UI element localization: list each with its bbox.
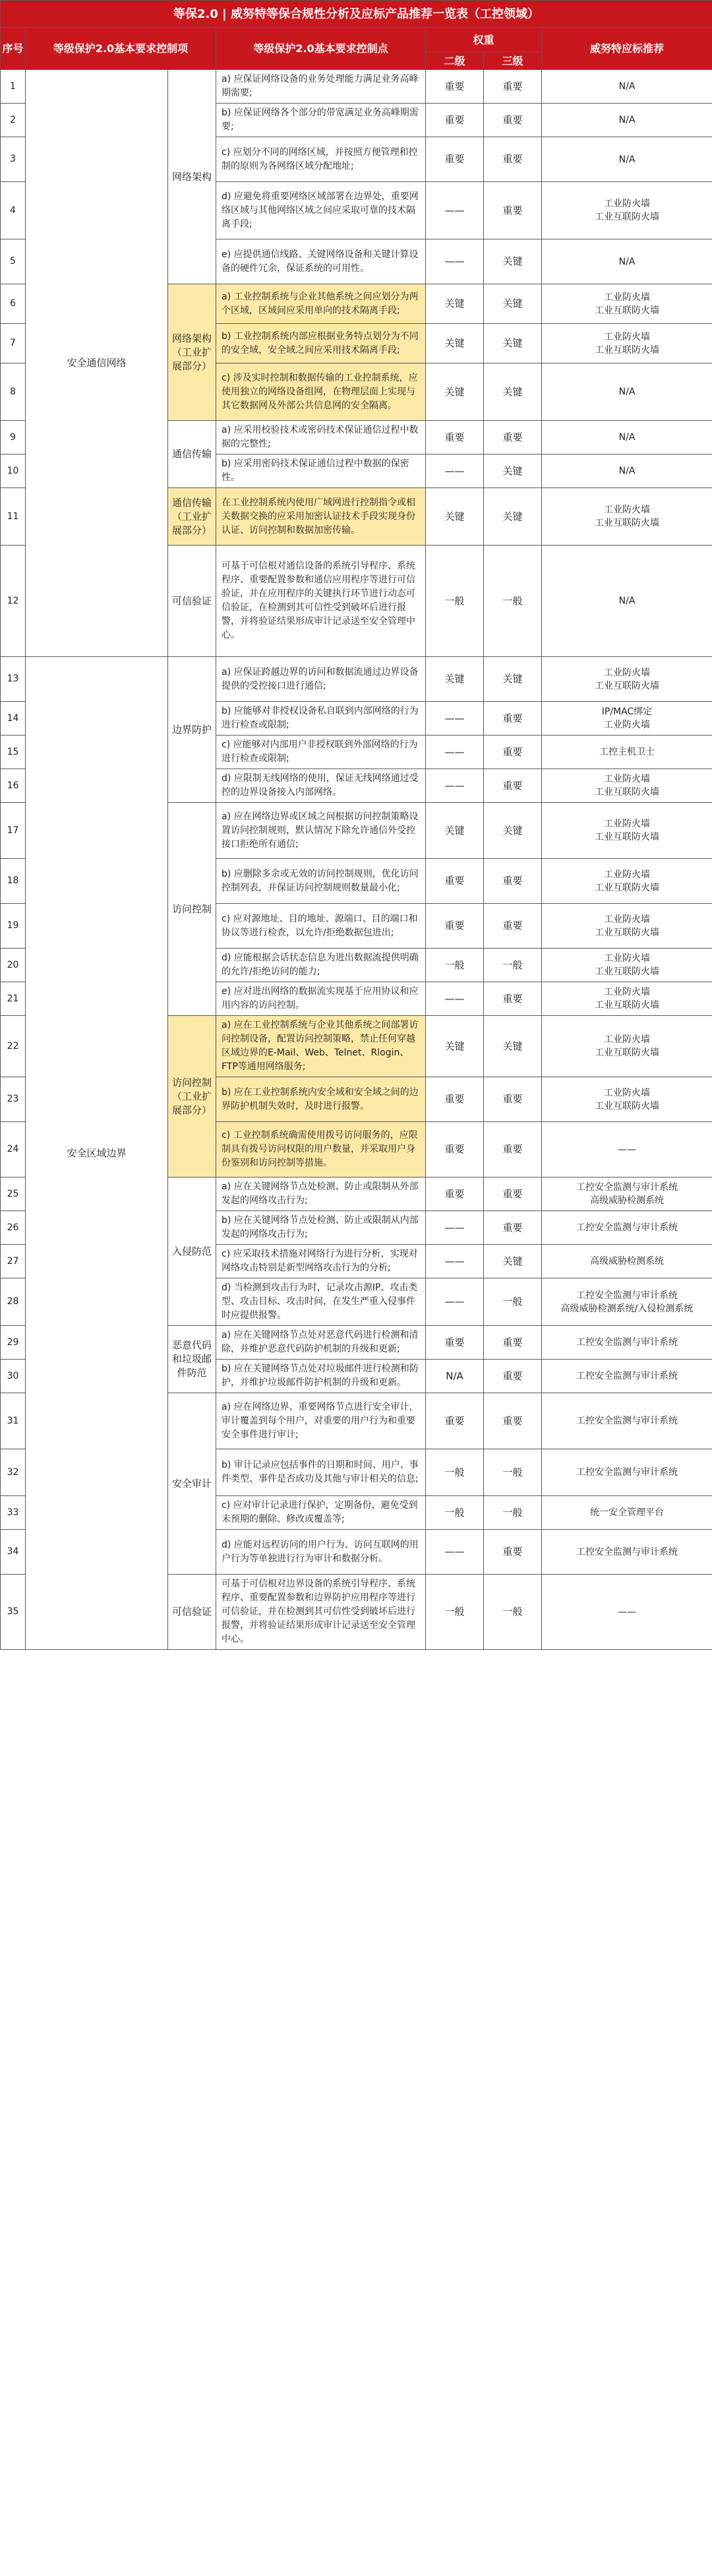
recommended-products: [542, 1360, 712, 1393]
product-name: 工业互联防火墙: [595, 882, 660, 893]
level2-weight: ——: [426, 1278, 484, 1326]
control-point: b) 应采用密码技术保证通信过程中数据的保密性。: [216, 455, 426, 488]
control-point: c) 工业控制系统确需使用拨号访问服务的，应限制具有拨号访问权限的用户数量，并采取用户身份鉴别和访问控制等措施。: [216, 1122, 426, 1178]
level2-weight: ——: [426, 182, 484, 239]
recommended-products: [542, 182, 712, 239]
row-number: 35: [1, 1575, 26, 1650]
row-number: 34: [1, 1530, 26, 1575]
level2-weight: 关键: [426, 324, 484, 363]
product-name: 工业防火墙: [604, 914, 651, 925]
product-name: 高级威胁检测系统: [590, 1195, 665, 1206]
subcategory-label: 通信传输: [171, 448, 212, 460]
recommended-products: [542, 1496, 712, 1530]
level2-weight: 关键: [426, 488, 484, 546]
control-point: e) 应提供通信线路、关键网络设备和关键计算设备的硬件冗余，保证系统的可用性。: [216, 239, 426, 284]
level2-weight: ——: [426, 455, 484, 488]
level3-weight: 关键: [484, 1016, 542, 1077]
control-point: b) 应保证网络各个部分的带宽满足业务高峰期需要;: [216, 104, 426, 137]
level2-weight: 一般: [426, 1449, 484, 1496]
level3-weight: 重要: [484, 1393, 542, 1449]
product-name: 高级威胁检测系统/入侵检测系统: [560, 1303, 694, 1314]
control-point: b) 应删除多余或无效的访问控制规则，优化访问控制列表，并保证访问控制规则数量最小化;: [216, 859, 426, 904]
product-name: 工控安全监测与审计系统: [576, 1290, 678, 1301]
subcategory-cell: [168, 421, 216, 488]
level3-weight: 重要: [484, 769, 542, 803]
control-point: 在工业控制系统内使用广域网进行控制指令或相关数据交换的应采用加密认证技术手段实现身份认证、访问控制和数据加密传输。: [216, 488, 426, 546]
subcategory-label: 网络架构: [171, 332, 212, 344]
header-category: 等级保护2.0基本要求控制项: [26, 28, 216, 70]
level2-weight: 重要: [426, 137, 484, 182]
product-name: 工业防火墙: [604, 720, 651, 730]
product-name: 工业防火墙: [604, 869, 651, 880]
level3-weight: 重要: [484, 982, 542, 1016]
row-number: 1: [1, 70, 26, 104]
level2-weight: 关键: [426, 284, 484, 324]
control-point: a) 应在工业控制系统与企业其他系统之间部署访问控制设备，配置访问控制策略，禁止任何穿越区域边界的E-Mail、Web、Telnet、Rlogin、FTP等通用网络服务;: [216, 1016, 426, 1077]
level2-weight: ——: [426, 982, 484, 1016]
level3-weight: 关键: [484, 488, 542, 546]
subcategory-label: 恶意代码和垃圾邮件防范: [171, 1339, 212, 1379]
subcategory-label: 通信传输: [171, 496, 212, 509]
row-number: 25: [1, 1178, 26, 1211]
product-name: 工业互联防火墙: [595, 1000, 660, 1011]
level2-weight: ——: [426, 702, 484, 736]
recommended-products: [542, 137, 712, 182]
row-number: 5: [1, 239, 26, 284]
row-number: 22: [1, 1016, 26, 1077]
row-number: 2: [1, 104, 26, 137]
row-number: 11: [1, 488, 26, 546]
level2-weight: 一般: [426, 546, 484, 657]
product-name: 工业防火墙: [604, 1034, 651, 1045]
table-row: [1, 70, 712, 104]
row-number: 33: [1, 1496, 26, 1530]
product-name: 工控安全监测与审计系统: [576, 1222, 678, 1233]
row-number: 16: [1, 769, 26, 803]
level3-weight: 一般: [484, 546, 542, 657]
level2-weight: ——: [426, 239, 484, 284]
control-point: b) 审计记录应包括事件的日期和时间、用户、事件类型、事件是否成功及其他与审计相关的信息;: [216, 1449, 426, 1496]
product-name: 工业互联防火墙: [595, 344, 660, 356]
control-point: d) 应限制无线网络的使用，保证无线网络通过受控的边界设备接入内部网络。: [216, 769, 426, 803]
recommended-products: [542, 1178, 712, 1211]
recommended-products: [542, 803, 712, 859]
level3-weight: 关键: [484, 803, 542, 859]
product-name: N/A: [618, 115, 636, 125]
subcategory-label: 可信验证: [171, 594, 212, 607]
control-point: 可基于可信根对通信设备的系统引导程序、系统程序、重要配置参数和通信应用程序等进行可信验证，并在应用程序的关键执行环节进行动态可信验证，在检测到其可信性受到破坏后进行报警，并将验证结果形成审计记录送至安全管理中心。: [216, 546, 426, 657]
level3-weight: 一般: [484, 1449, 542, 1496]
recommended-products: [542, 1211, 712, 1245]
recommended-products: [542, 982, 712, 1016]
control-point: a) 工业控制系统与企业其他系统之间应划分为两个区域，区域间应采用单向的技术隔离手段;: [216, 284, 426, 324]
level3-weight: 重要: [484, 1122, 542, 1178]
row-number: 19: [1, 904, 26, 949]
product-name: 工控安全监测与审计系统: [576, 1467, 678, 1478]
level2-weight: 关键: [426, 657, 484, 702]
control-point: b) 应在工业控制系统内安全域和安全域之间的边界防护机制失效时，及时进行报警。: [216, 1077, 426, 1122]
row-number: 31: [1, 1393, 26, 1449]
level2-weight: ——: [426, 1530, 484, 1575]
control-point: a) 应在网络边界、重要网络节点进行安全审计，审计覆盖到每个用户，对重要的用户行为和重要安全事件进行审计;: [216, 1393, 426, 1449]
product-name: 工业防火墙: [604, 953, 651, 964]
product-name: N/A: [618, 432, 636, 443]
recommended-products: [542, 1449, 712, 1496]
category-cell: 安全通信网络: [26, 70, 168, 657]
product-name: 工业防火墙: [604, 819, 651, 829]
level2-weight: 重要: [426, 904, 484, 949]
product-name: 工业防火墙: [604, 1087, 651, 1098]
product-name: 工控安全监测与审计系统: [576, 1337, 678, 1348]
row-number: 26: [1, 1211, 26, 1245]
product-name: 工业防火墙: [604, 505, 651, 515]
row-number: 17: [1, 803, 26, 859]
product-name: 工业互联防火墙: [595, 212, 660, 222]
product-name: 工业互联防火墙: [595, 1048, 660, 1058]
level2-weight: 一般: [426, 949, 484, 982]
product-name: 工业互联防火墙: [595, 832, 660, 842]
control-point: a) 应保证跨越边界的访问和数据流通过边界设备提供的受控接口进行通信;: [216, 657, 426, 702]
control-point: c) 涉及实时控制和数据传输的工业控制系统，应使用独立的网络设备组网，在物理层面上实现与其它数据网及外部公共信息网的安全隔离。: [216, 363, 426, 421]
level3-weight: 关键: [484, 455, 542, 488]
product-name: 统一安全管理平台: [590, 1507, 665, 1518]
row-number: 29: [1, 1326, 26, 1360]
level2-weight: 重要: [426, 104, 484, 137]
product-name: IP/MAC绑定: [601, 707, 653, 717]
row-number: 27: [1, 1245, 26, 1278]
control-point: b) 应在关键网络节点处对垃圾邮件进行检测和防护，并维护垃圾邮件防护机制的升级和更新。: [216, 1360, 426, 1393]
control-point: d) 应能根据会话状态信息为进出数据流提供明确的允许/拒绝访问的能力;: [216, 949, 426, 982]
level3-weight: 重要: [484, 1077, 542, 1122]
recommended-products: [542, 702, 712, 736]
subcategory-cell: [168, 284, 216, 421]
level3-weight: 关键: [484, 239, 542, 284]
subcategory-cell: [168, 546, 216, 657]
level3-weight: 关键: [484, 284, 542, 324]
row-number: 30: [1, 1360, 26, 1393]
subcategory-cell: [168, 1016, 216, 1178]
row-number: 32: [1, 1449, 26, 1496]
product-name: N/A: [618, 387, 636, 397]
recommended-products: [542, 1530, 712, 1575]
subcategory-cell: [168, 1178, 216, 1326]
row-number: 13: [1, 657, 26, 702]
recommended-products: [542, 949, 712, 982]
row-number: 6: [1, 284, 26, 324]
row-number: 20: [1, 949, 26, 982]
row-number: 24: [1, 1122, 26, 1178]
header-level2: 二级: [426, 52, 484, 70]
level3-weight: 一般: [484, 1278, 542, 1326]
control-point: a) 应在关键网络节点处对恶意代码进行检测和清除，并维护恶意代码防护机制的升级和更新;: [216, 1326, 426, 1360]
control-point: d) 应能对远程访问的用户行为、访问互联网的用户行为等单独进行行为审计和数据分析。: [216, 1530, 426, 1575]
recommended-products: [542, 70, 712, 104]
recommended-products: [542, 859, 712, 904]
recommended-products: [542, 1278, 712, 1326]
level3-weight: 重要: [484, 1211, 542, 1245]
control-point: b) 工业控制系统内部应根据业务特点划分为不同的安全域，安全域之间应采用技术隔离手段;: [216, 324, 426, 363]
row-number: 14: [1, 702, 26, 736]
level3-weight: 一般: [484, 1575, 542, 1650]
product-name: N/A: [618, 466, 636, 476]
subcategory-label: （工业扩展部分）: [171, 1090, 212, 1116]
product-name: 工控安全监测与审计系统: [576, 1546, 678, 1557]
product-name: 工控安全监测与审计系统: [576, 1416, 678, 1426]
subcategory-cell: [168, 1575, 216, 1650]
control-point: a) 应采用校验技术或密码技术保证通信过程中数据的完整性;: [216, 421, 426, 455]
product-name: 工业防火墙: [604, 199, 651, 209]
subcategory-label: 网络架构: [171, 170, 212, 183]
subcategory-label: 访问控制: [171, 902, 212, 915]
product-name: N/A: [618, 81, 636, 92]
level3-weight: 重要: [484, 1326, 542, 1360]
header-num: 序号: [1, 28, 26, 70]
subcategory-cell: [168, 657, 216, 803]
level2-weight: 重要: [426, 70, 484, 104]
level3-weight: 关键: [484, 657, 542, 702]
control-point: b) 应在关键网络节点处检测、防止或限制从内部发起的网络攻击行为;: [216, 1211, 426, 1245]
control-point: 可基于可信根对边界设备的系统引导程序、系统程序、重要配置参数和边界防护应用程序等进行可信验证，并在检测到其可信性受到破坏后进行报警，并将验证结果形成审计记录送至安全管理中心。: [216, 1575, 426, 1650]
table-title: 等保2.0 | 威努特等保合规性分析及应标产品推荐一览表（工控领域）: [1, 1, 712, 28]
control-point: c) 应划分不同的网络区域，并按照方便管理和控制的原则为各网络区域分配地址;: [216, 137, 426, 182]
recommended-products: [542, 455, 712, 488]
level2-weight: ——: [426, 1211, 484, 1245]
level3-weight: 重要: [484, 104, 542, 137]
recommended-products: [542, 1245, 712, 1278]
recommended-products: [542, 104, 712, 137]
level3-weight: 关键: [484, 1245, 542, 1278]
subcategory-label: 访问控制: [171, 1076, 212, 1088]
product-name: 工业互联防火墙: [595, 1100, 660, 1112]
subcategory-label: 边界防护: [171, 723, 212, 736]
product-name: 工业防火墙: [604, 292, 651, 303]
level3-weight: 重要: [484, 859, 542, 904]
product-name: 工业防火墙: [604, 667, 651, 678]
subcategory-cell: [168, 1393, 216, 1575]
recommended-products: [542, 1077, 712, 1122]
control-point: e) 应对进出网络的数据流实现基于应用协议和应用内容的访问控制。: [216, 982, 426, 1016]
control-point: a) 应在关键网络节点处检测、防止或限制从外部发起的网络攻击行为;: [216, 1178, 426, 1211]
level2-weight: 一般: [426, 1575, 484, 1650]
level2-weight: 一般: [426, 1496, 484, 1530]
recommended-products: [542, 1122, 712, 1178]
control-point: a) 应在网络边界或区域之间根据访问控制策略设置访问控制规则，默认情况下除允许通信外受控接口拒绝所有通信;: [216, 803, 426, 859]
subcategory-label: 可信验证: [171, 1606, 212, 1618]
product-name: 工控安全监测与审计系统: [576, 1182, 678, 1193]
product-name: 工业互联防火墙: [595, 518, 660, 528]
control-point: d) 当检测到攻击行为时，记录攻击源IP、攻击类型、攻击目标、攻击时间，在发生严重入侵事件时应提供报警。: [216, 1278, 426, 1326]
level3-weight: 重要: [484, 182, 542, 239]
level3-weight: 一般: [484, 1496, 542, 1530]
recommended-products: [542, 657, 712, 702]
product-name: 工业防火墙: [604, 774, 651, 784]
header-weight: 权重: [426, 28, 542, 52]
row-number: 12: [1, 546, 26, 657]
row-number: 7: [1, 324, 26, 363]
level3-weight: 关键: [484, 363, 542, 421]
product-name: 工业防火墙: [604, 331, 651, 342]
product-name: 工业互联防火墙: [595, 680, 660, 691]
recommended-products: [542, 421, 712, 455]
level3-weight: 重要: [484, 137, 542, 182]
subcategory-cell: [168, 70, 216, 284]
product-name: N/A: [618, 596, 636, 606]
level2-weight: 关键: [426, 363, 484, 421]
subcategory-cell: [168, 488, 216, 546]
subcategory-cell: [168, 1326, 216, 1393]
control-point: c) 应对源地址、目的地址、源端口、目的端口和协议等进行检查，以允许/拒绝数据包进出;: [216, 904, 426, 949]
level3-weight: 重要: [484, 70, 542, 104]
recommended-products: [542, 488, 712, 546]
product-name: ——: [618, 1144, 637, 1155]
recommended-products: [542, 769, 712, 803]
row-number: 3: [1, 137, 26, 182]
level3-weight: 重要: [484, 736, 542, 769]
level2-weight: ——: [426, 736, 484, 769]
recommended-products: [542, 239, 712, 284]
level3-weight: 重要: [484, 702, 542, 736]
control-point: a) 应保证网络设备的业务处理能力满足业务高峰期需要;: [216, 70, 426, 104]
row-number: 9: [1, 421, 26, 455]
level2-weight: 重要: [426, 1393, 484, 1449]
recommended-products: [542, 363, 712, 421]
level3-weight: 重要: [484, 1360, 542, 1393]
subcategory-label: 入侵防范: [171, 1245, 212, 1257]
level2-weight: 重要: [426, 859, 484, 904]
product-name: 工业互联防火墙: [595, 927, 660, 938]
level2-weight: 重要: [426, 1178, 484, 1211]
recommended-products: [542, 904, 712, 949]
level2-weight: 重要: [426, 1326, 484, 1360]
row-number: 21: [1, 982, 26, 1016]
product-name: 工业互联防火墙: [595, 966, 660, 977]
row-number: 28: [1, 1278, 26, 1326]
recommended-products: [542, 324, 712, 363]
level3-weight: 关键: [484, 324, 542, 363]
recommended-products: [542, 284, 712, 324]
product-name: 工控安全监测与审计系统: [576, 1371, 678, 1381]
level3-weight: 重要: [484, 1530, 542, 1575]
row-number: 15: [1, 736, 26, 769]
level3-weight: 重要: [484, 421, 542, 455]
row-number: 4: [1, 182, 26, 239]
row-number: 23: [1, 1077, 26, 1122]
recommended-products: [542, 1393, 712, 1449]
category-cell: 安全区域边界: [26, 657, 168, 1650]
level2-weight: 重要: [426, 1122, 484, 1178]
product-name: 工控主机卫士: [599, 747, 655, 757]
recommended-products: [542, 546, 712, 657]
level2-weight: 关键: [426, 1016, 484, 1077]
level3-weight: 重要: [484, 904, 542, 949]
control-point: d) 应避免将重要网络区域部署在边界处，重要网络区域与其他网络区域之间应采取可靠的技术隔离手段;: [216, 182, 426, 239]
level2-weight: 重要: [426, 1077, 484, 1122]
row-number: 10: [1, 455, 26, 488]
level2-weight: ——: [426, 1245, 484, 1278]
recommended-products: [542, 1326, 712, 1360]
recommended-products: [542, 1016, 712, 1077]
row-number: 18: [1, 859, 26, 904]
row-number: 8: [1, 363, 26, 421]
header-product: 威努特应标推荐: [542, 28, 712, 70]
product-name: 工业互联防火墙: [595, 787, 660, 798]
recommended-products: [542, 1575, 712, 1650]
level2-weight: N/A: [426, 1360, 484, 1393]
subcategory-label: 安全审计: [171, 1477, 212, 1490]
level3-weight: 一般: [484, 949, 542, 982]
control-point: c) 应能够对内部用户非授权联到外部网络的行为进行检查或限制;: [216, 736, 426, 769]
control-point: b) 应能够对非授权设备私自联到内部网络的行为进行检查或限制;: [216, 702, 426, 736]
level2-weight: 重要: [426, 421, 484, 455]
level2-weight: 关键: [426, 803, 484, 859]
subcategory-label: （工业扩展部分）: [171, 510, 212, 536]
product-name: ——: [618, 1606, 637, 1618]
subcategory-label: （工业扩展部分）: [171, 346, 212, 372]
product-name: N/A: [618, 154, 636, 165]
product-name: N/A: [618, 256, 636, 267]
header-control: 等级保护2.0基本要求控制点: [216, 28, 426, 70]
table-row: [1, 657, 712, 702]
level3-weight: 重要: [484, 1178, 542, 1211]
recommended-products: [542, 736, 712, 769]
subcategory-cell: [168, 803, 216, 1016]
product-name: 工业互联防火墙: [595, 305, 660, 316]
product-name: 工业防火墙: [604, 987, 651, 997]
product-name: 高级威胁检测系统: [590, 1256, 665, 1267]
control-point: c) 应对审计记录进行保护，定期备份，避免受到未预期的删除、修改或覆盖等;: [216, 1496, 426, 1530]
header-level3: 三级: [484, 52, 542, 70]
control-point: c) 应采取技术措施对网络行为进行分析，实现对网络攻击特别是新型网络攻击行为的分析;: [216, 1245, 426, 1278]
level2-weight: ——: [426, 769, 484, 803]
